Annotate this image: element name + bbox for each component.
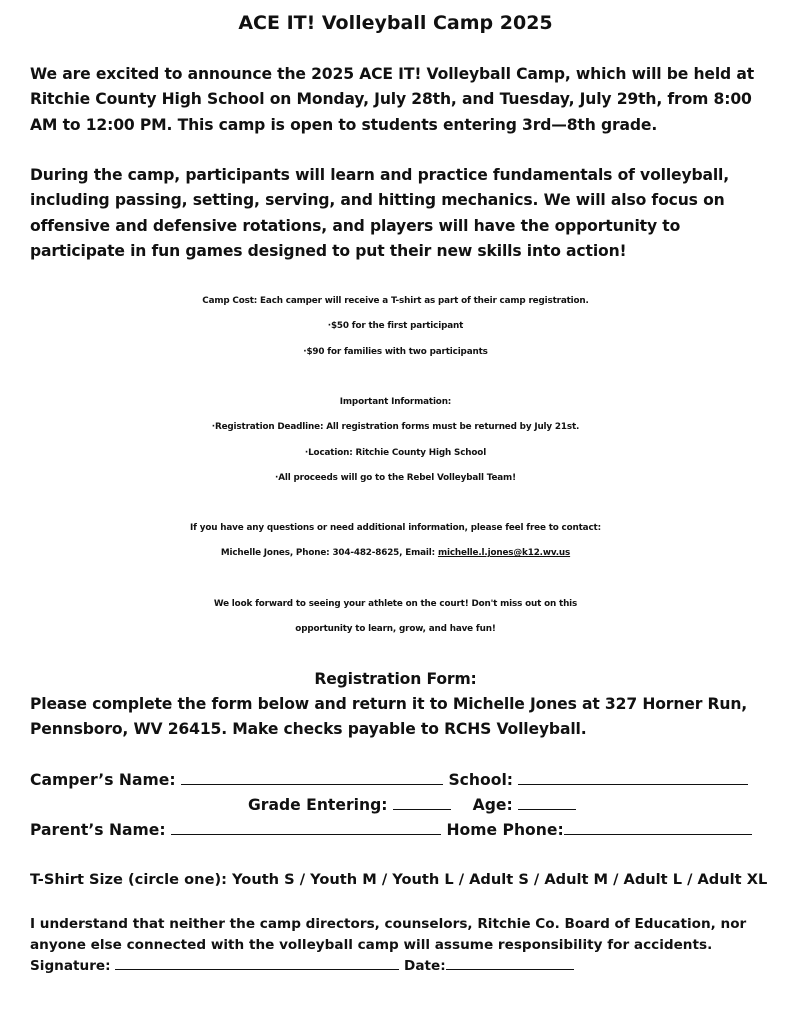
intro-line: AM to 12:00 PM. This camp is open to students entering 3rd—8th grade. [30, 115, 658, 134]
home-phone-field[interactable] [564, 820, 752, 835]
contact-section [0, 516, 791, 567]
registration-line: Please complete the form below and return it to Michelle Jones at 327 Horner Run, [30, 695, 748, 713]
intro-line: We are excited to announce the 2025 ACE IT! Volleyball Camp, which will be held at [30, 65, 755, 83]
contact-prefix: Michelle Jones, Phone: 304-482-8625, Email: [220, 548, 438, 559]
skills-line: participate in fun games designed to put their new skills into action! [30, 241, 627, 260]
waiver-line: anyone else connected with the volleyball camp will assume responsibility for accidents. [30, 937, 713, 953]
intro-line: Ritchie County High School on Monday, July 28th, and Tuesday, July 29th, from 8:00 [30, 90, 752, 109]
skills-paragraph [30, 163, 775, 264]
date-label: Date: [404, 958, 446, 974]
contact-line: If you have any questions or need additional information, please feel free to contact: [190, 523, 601, 533]
age-field[interactable] [518, 795, 576, 810]
page-title: ACE IT! Volleyball Camp 2025 [238, 12, 553, 34]
camper-name-field[interactable] [181, 770, 443, 785]
important-item: ·All proceeds will go to the Rebel Volleyball Team! [275, 472, 516, 483]
tshirt-size-selector[interactable]: T-Shirt Size (circle one): Youth S / Youth M / Youth L / Adult S / Adult M / Adult L / Adult XL [30, 871, 768, 888]
waiver-section [30, 914, 746, 977]
closing-line: opportunity to learn, grow, and have fun! [295, 624, 496, 635]
contact-email-link[interactable]: michelle.l.jones@k12.wv.us [437, 548, 571, 559]
parent-name-field[interactable] [171, 820, 441, 835]
closing-line: We look forward to seeing your athlete on the court! Don't miss out on this [213, 599, 578, 609]
date-field[interactable] [446, 957, 574, 970]
waiver-line: I understand that neither the camp directors, counselors, Ritchie Co. Board of Education, nor [30, 916, 747, 932]
parent-name-label: Parent’s Name: [30, 821, 166, 839]
important-item: ·Location: Ritchie County High School [304, 447, 487, 458]
school-field[interactable] [518, 770, 748, 785]
camp-cost-section [0, 289, 791, 365]
grade-entering-label: Grade Entering: [248, 796, 388, 814]
cost-item: ·$50 for the first participant [327, 321, 464, 332]
contact-details [0, 541, 791, 566]
important-info-heading: Important Information: [339, 397, 452, 407]
skills-line: including passing, setting, serving, and hitting mechanics. We will also focus on [30, 191, 725, 210]
camp-cost-heading: Camp Cost: Each camper will receive a T-shirt as part of their camp registration. [202, 296, 589, 306]
important-item: ·Registration Deadline: All registration forms must be returned by July 21st. [211, 422, 580, 433]
registration-heading: Registration Form: [314, 670, 477, 688]
skills-line: During the camp, participants will learn and practice fundamentals of volleyball, [30, 166, 730, 184]
age-label: Age: [472, 796, 513, 814]
camper-name-label: Camper’s Name: [30, 771, 176, 789]
grade-entering-field[interactable] [393, 795, 451, 810]
registration-line: Pennsboro, WV 26415. Make checks payable to RCHS Volleyball. [30, 720, 587, 739]
skills-line: offensive and defensive rotations, and players will have the opportunity to [30, 216, 681, 235]
important-info-section [0, 390, 791, 491]
signature-label: Signature: [30, 958, 111, 974]
parent-name-row [30, 818, 752, 843]
camper-name-row [30, 768, 748, 793]
intro-paragraph [30, 62, 775, 138]
closing-section [0, 592, 791, 643]
grade-age-row [248, 793, 576, 818]
signature-field[interactable] [115, 957, 399, 970]
cost-item: ·$90 for families with two participants [303, 346, 488, 357]
school-label: School: [448, 771, 514, 789]
registration-instructions [30, 692, 775, 743]
home-phone-label: Home Phone: [446, 821, 564, 839]
signature-row [30, 956, 746, 977]
